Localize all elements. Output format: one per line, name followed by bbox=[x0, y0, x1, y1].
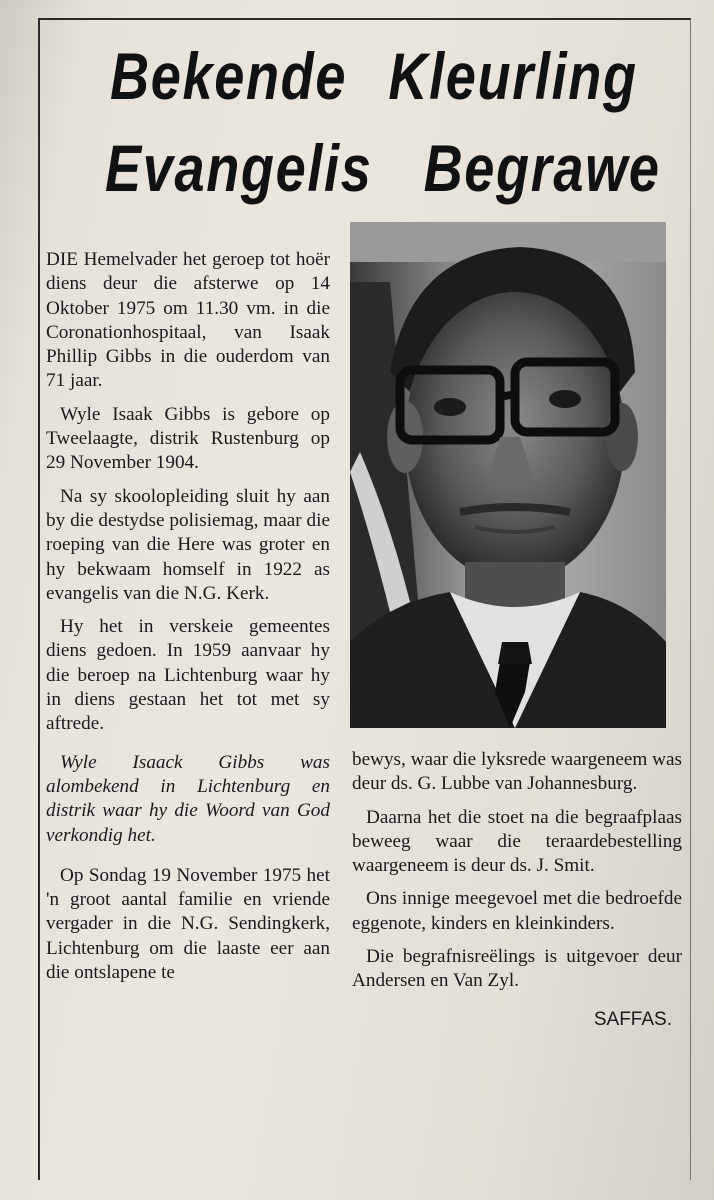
author-signature: SAFFAS. bbox=[593, 1008, 672, 1030]
article-paragraph: Hy het in verskeie gemeentes diens gedoen. In 1959 aanvaar hy die beroep na Lichtenburg waar hy in diens gestaan het tot met sy aftrede. bbox=[46, 616, 330, 735]
headline-word: Bekende bbox=[110, 39, 348, 113]
headline-word: Evangelis bbox=[105, 131, 373, 205]
article-paragraph: Die begrafnisreëlings is uitgevoer deur Andersen en Van Zyl. bbox=[352, 946, 682, 992]
article-column-left bbox=[46, 248, 330, 994]
article-paragraph: Wyle Isaak Gibbs is gebore op Tweelaagte, distrik Rustenburg op 29 November 1904. bbox=[46, 403, 330, 474]
article-paragraph: Na sy skoolopleiding sluit hy aan by die destydse polisiemag, maar die roeping van die Here was groter en hy bekwaam homself in 1922 as evangelis van die N.G. Kerk. bbox=[46, 485, 330, 604]
headline-line-2 bbox=[105, 130, 661, 206]
article-paragraph: Wyle Isaack Gibbs was alombekend in Lichtenburg en distrik waar hy die Woord van God verkondig het. bbox=[46, 751, 330, 846]
article-paragraph: Op Sondag 19 November 1975 het 'n groot aantal familie en vriende vergader in die N.G. Sendingkerk, Lichtenburg om die laaste eer aan die ontslapene te bbox=[46, 864, 330, 984]
article-paragraph: DIE Hemelvader het geroep tot hoër diens deur die afsterwe op 14 Oktober 1975 om 11.30 vm. in die Coronationhospitaal, van Isaak Phillip Gibbs in die ouderdom van 71 jaar. bbox=[46, 249, 330, 392]
article-paragraph: Daarna het die stoet na die begraafplaas beweeg waar die teraardebestelling waargeneem is deur ds. J. Smit. bbox=[352, 806, 682, 877]
article-column-right bbox=[352, 748, 682, 1041]
headline-line-1 bbox=[110, 38, 638, 114]
article-paragraph: Ons innige meegevoel met die bedroefde eggenote, kinders en kleinkinders. bbox=[352, 888, 682, 934]
portrait-photo bbox=[350, 222, 666, 728]
headline-word: Kleurling bbox=[388, 39, 638, 113]
portrait-image bbox=[350, 222, 666, 728]
article-paragraph: bewys, waar die lyksrede waargeneem was deur ds. G. Lubbe van Johannesburg. bbox=[352, 749, 682, 795]
headline-word: Begrawe bbox=[423, 131, 661, 205]
